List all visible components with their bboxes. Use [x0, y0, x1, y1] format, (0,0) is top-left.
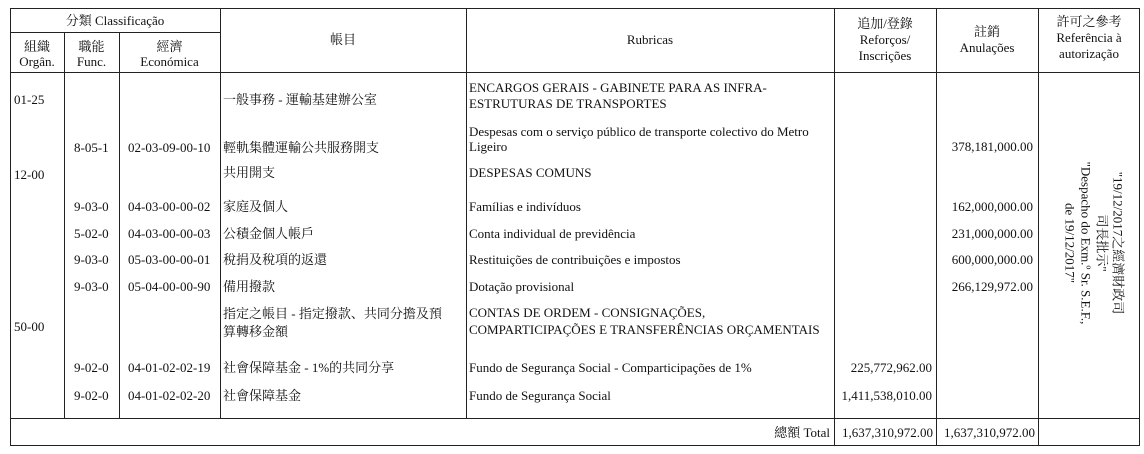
row-eco: 04-03-00-00-02 [128, 199, 211, 214]
row-zh: 社會保障基金 - 1%的共同分享 [223, 360, 395, 375]
header-rubricas: Rubricas [626, 32, 674, 47]
row-zh: 輕軌集體運輸公共服務開支 [223, 140, 380, 155]
row-zh: 家庭及個人 [223, 199, 289, 214]
row-eco: 05-03-00-00-01 [128, 252, 211, 267]
header-func-pt: Func. [76, 54, 107, 69]
border-right [1139, 8, 1140, 446]
row-eco: 04-01-02-02-19 [128, 360, 211, 375]
header-referencia-pt1: Referência à [1056, 30, 1122, 45]
row-reforco: 1,411,538,010.00 [841, 388, 932, 403]
row-func: 9-02-0 [74, 388, 109, 403]
body-bottom-line [10, 418, 1140, 419]
header-referencia-zh: 許可之參考 [1056, 14, 1122, 29]
row-anulacao: 266,129,972.00 [951, 279, 1033, 294]
row-func: 8-05-1 [74, 140, 109, 155]
row-anulacao: 231,000,000.00 [951, 226, 1033, 241]
row-anulacao: 162,000,000.00 [951, 199, 1033, 214]
row-pt-line1: Restituições de contribuições e impostos [469, 252, 681, 267]
authorization-reference [1048, 161, 1138, 325]
row-pt-line2: Ligeiro [469, 139, 508, 154]
total-anulacoes: 1,637,310,972.00 [944, 425, 1035, 440]
row-func: 9-03-0 [74, 252, 109, 267]
row-func: 9-03-0 [74, 199, 109, 214]
row-anulacao: 378,181,000.00 [951, 139, 1033, 154]
row-eco: 04-03-00-00-03 [128, 226, 211, 241]
row-zh-line2: 算轉移金額 [223, 324, 289, 339]
row-zh: 稅捐及稅項的返還 [223, 252, 328, 267]
col-line-eco [220, 8, 221, 419]
row-zh: 共用開支 [223, 165, 276, 180]
row-reforco: 225,772,962.00 [850, 360, 932, 375]
row-pt-line2: COMPARTICIPAÇÕES E TRANSFERÊNCIAS ORÇAMENTAIS [469, 322, 820, 337]
budget-table [10, 8, 1140, 446]
classificacao-divider [10, 32, 220, 33]
header-referencia-pt2: autorização [1059, 46, 1119, 61]
col-line-anulacoes [1038, 8, 1039, 446]
header-reforcos-zh: 追加/登錄 [857, 16, 913, 31]
header-anulacoes-zh: 註銷 [973, 24, 1000, 39]
row-func: 9-02-0 [74, 360, 109, 375]
col-line-rubricas [834, 8, 835, 446]
row-pt-line1: DESPESAS COMUNS [469, 165, 592, 180]
reference-line4: de 19/12/2017" [1062, 202, 1078, 284]
border-top [10, 8, 1140, 9]
col-line-func [119, 32, 120, 419]
header-bottom-line [10, 72, 1140, 73]
row-zh: 公積金個人帳戶 [223, 226, 315, 241]
total-reforcos: 1,637,310,972.00 [842, 425, 933, 440]
row-pt-line2: ESTRUTURAS DE TRANSPORTES [469, 96, 667, 111]
row-organ: 12-00 [14, 167, 45, 182]
reference-line1: "19/12/2017之經濟財政司 [1110, 171, 1126, 315]
header-reforcos-pt2: Inscrições [858, 48, 912, 63]
row-func: 9-03-0 [74, 279, 109, 294]
row-zh: 社會保障基金 [223, 388, 302, 403]
header-eco-zh: 經濟 [156, 39, 183, 54]
row-zh: 一般事務 - 運輸基建辦公室 [223, 92, 377, 107]
reference-line3: "Despacho do Exm.º Sr. S.E.F., [1078, 161, 1094, 325]
row-pt-line1: Dotação provisional [469, 279, 575, 294]
row-pt-line1: Fundo de Segurança Social [469, 388, 611, 403]
row-eco: 04-01-02-02-20 [128, 388, 211, 403]
header-zh-rubric: 帳目 [329, 32, 356, 47]
header-classificacao: 分類 Classificação [65, 13, 165, 28]
row-pt-line1: Famílias e indivíduos [469, 199, 581, 214]
row-organ: 01-25 [14, 92, 45, 107]
row-pt-line1: CONTAS DE ORDEM - CONSIGNAÇÕES, [469, 305, 706, 320]
col-line-organ [64, 32, 65, 419]
row-eco: 05-04-00-00-90 [128, 279, 211, 294]
row-pt-line1: Conta individual de previdência [469, 226, 636, 241]
row-eco: 02-03-09-00-10 [128, 140, 211, 155]
header-eco-pt: Económica [140, 54, 199, 69]
border-left [10, 8, 11, 446]
row-organ: 50-00 [14, 319, 45, 334]
row-pt-line1: Despesas com o serviço público de transporte colectivo do Metro [469, 124, 809, 139]
row-pt-line1: ENCARGOS GERAIS - GABINETE PARA AS INFRA- [469, 80, 767, 95]
reference-line2: 司長批示" [1094, 214, 1110, 272]
row-zh: 備用撥款 [223, 279, 276, 294]
header-organ-zh: 組織 [23, 39, 50, 54]
row-zh-line1: 指定之帳目 - 指定撥款、共同分擔及預 [223, 306, 442, 321]
header-anulacoes-pt: Anulações [959, 40, 1015, 55]
border-bottom [10, 445, 1140, 446]
header-organ-pt: Orgân. [19, 54, 55, 69]
header-func-zh: 職能 [78, 39, 105, 54]
row-pt-line1: Fundo de Segurança Social - Comparticipações de 1% [469, 360, 752, 375]
row-anulacao: 600,000,000.00 [951, 252, 1033, 267]
row-func: 5-02-0 [74, 226, 109, 241]
col-line-zh [466, 8, 467, 419]
header-reforcos-pt1: Reforços/ [859, 32, 911, 47]
total-label: 總額 Total [774, 425, 830, 440]
